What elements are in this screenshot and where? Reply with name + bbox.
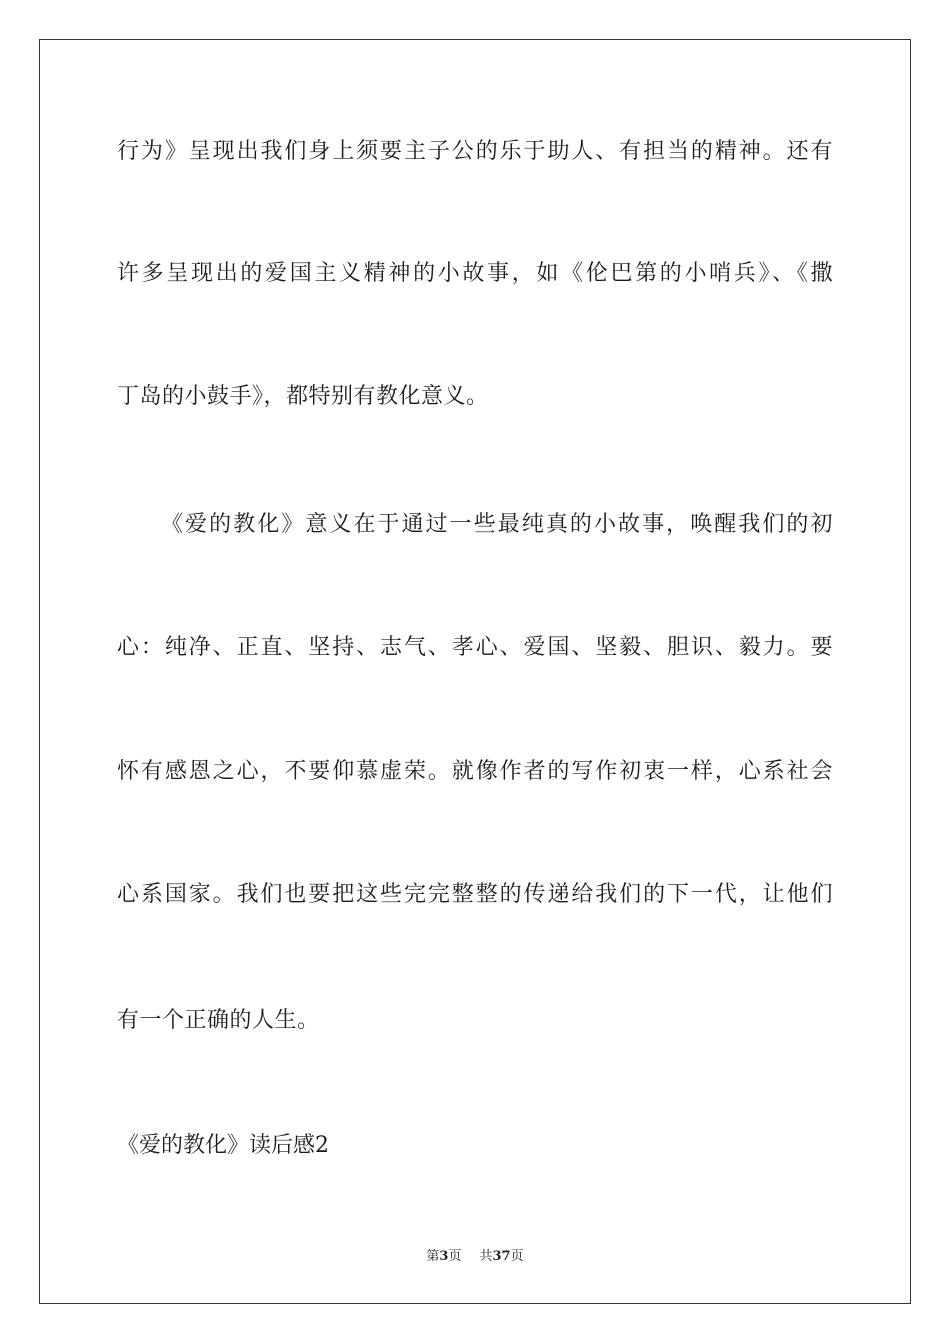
paragraph-line: 有一个正确的人生。 bbox=[117, 1008, 320, 1033]
page-footer bbox=[0, 1248, 950, 1266]
paragraph-line: 许多呈现出的爱国主义精神的小故事，如《伦巴第的小哨兵》、《撒 bbox=[117, 261, 833, 286]
total-pages: 37 bbox=[492, 1249, 511, 1264]
paragraph-line: 怀有感恩之心，不要仰慕虚荣。就像作者的写作初衷一样，心系社会 bbox=[117, 759, 833, 784]
paragraph-line: 行为》呈现出我们身上须要主子公的乐于助人、有担当的精神。还有 bbox=[117, 139, 833, 164]
section-heading: 《爱的教化》读后感2 bbox=[117, 1133, 329, 1158]
page-number: 3 bbox=[439, 1249, 449, 1264]
page-border bbox=[39, 39, 911, 1304]
paragraph-line: 《爱的教化》意义在于通过一些最纯真的小故事，唤醒我们的初 bbox=[161, 512, 833, 537]
page-prefix: 第 bbox=[426, 1249, 440, 1264]
paragraph-line: 丁岛的小鼓手》，都特别有教化意义。 bbox=[117, 384, 489, 409]
page-suffix: 页 bbox=[448, 1249, 462, 1264]
paragraph-line: 心：纯净、正直、坚持、志气、孝心、爱国、坚毅、胆识、毅力。要 bbox=[117, 635, 833, 660]
total-prefix: 共 bbox=[479, 1249, 493, 1264]
total-suffix: 页 bbox=[510, 1249, 524, 1264]
paragraph-line: 心系国家。我们也要把这些完完整整的传递给我们的下一代，让他们 bbox=[117, 882, 833, 907]
